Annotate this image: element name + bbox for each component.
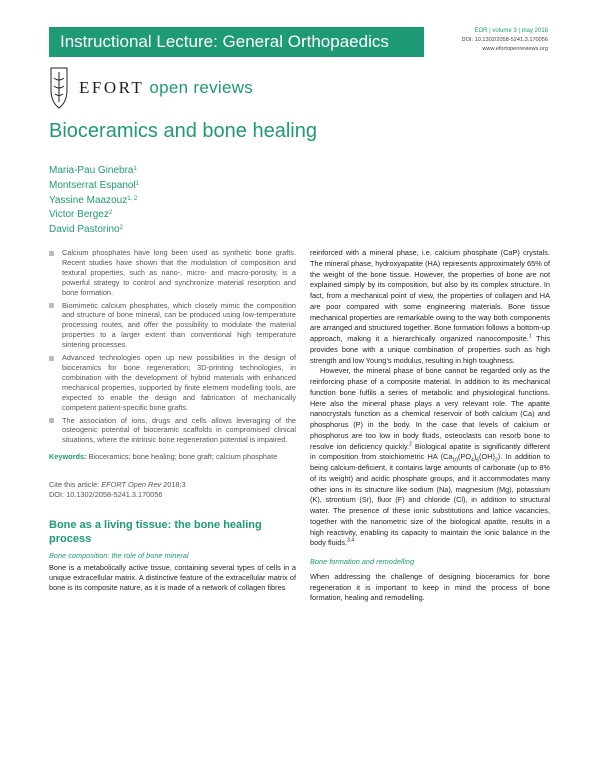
key-point: Biomimetic calcium phosphates, which closely mimic the composition and structure of bone mineral, can be produced using low-temperature processing routes, and offer the possibility to modulate the material properties to a larger extent than conventional high temperature sintering processes. (49, 301, 296, 351)
author: David Pastorino$^2$ (49, 224, 123, 236)
author: Victor Bergez$^2$ (49, 209, 113, 221)
keywords (49, 452, 296, 462)
brand-efort: EFORT (79, 78, 145, 97)
bullet-square-icon (49, 303, 54, 308)
bullet-square-icon (49, 418, 54, 423)
body-paragraph: reinforced with a mineral phase, i.e. calcium phosphate (CaP) crystals. The mineral phase, hydroxyapatite (HA) represents approximately 65% of the weight of the bone tissue. However, the properties of bone are not explained simply by its composition, but also by its complex structure. In fact, from a mechanical point of view, the properties of collagen and HA are poor compared with some engineering materials. Bone tissue mechanical properties are remarkable owing to the way both components are arranged and structured together. Bone formation follows a bottom-up approach, making it a hierarchically organized nanocomposite.$^1$ This provides bone with a unique combination of properties such as high strength and low Young’s modulus, resulting in high toughness. (310, 248, 550, 365)
efort-emblem-icon (49, 66, 69, 110)
subsection-heading: Bone formation and remodelling (310, 557, 415, 566)
doi-line: DOI: 10.1302/2058-5241.3.170056 (461, 37, 548, 43)
body-paragraph: When addressing the challenge of designing bioceramics for bone regeneration it is important to keep in mind the process of bone formation, healing and remodelling. (310, 571, 550, 603)
body-paragraph: Bone is a metabolically active tissue, containing several types of cells in a unique extracellular matrix. A distinctive feature of the extracellular matrix of bone is its composite nature, as it is made of a network of collagen fibres (49, 563, 296, 593)
body-paragraph: However, the mineral phase of bone cannot be regarded only as the reinforcing phase of a composite material. In addition to its mechanical function bone fulfils a series of metabolic and physiological functions. Here also the mineral phase plays a very relevant role. The apatite nanocrystals function as a chemical reservoir of both calcium (Ca) and phosphorus (P) in the body. In the case that levels of calcium or phosphorus are too low in body fluids, osteoclasts can resorb bone to resolve ion deficiency quickly.$^2$ Biological apatite is significantly different in composition from stoichiometric HA $(Ca_{10}(PO_4)_6(OH)_2)$. In addition to being calcium-deficient, it contains large amounts of carbonate (up to 8% of its weight) and acidic phosphate groups, and it accommodates many other ions in its structure like sodium (Na), magnesium (Mg), potassium (K), strontium (Sr), fluor (F) and chloride (Cl), in addition to structural water. The presence of these ionic substitutions and lattice vacancies, together with the nanometric size of the biological apatite, results in a high reactivity, enabling its capacity to maintain the ionic balance in the body fluids.$^{3,4}$ (310, 366, 550, 548)
section-banner: Instructional Lecture: General Orthopaedics (49, 27, 424, 57)
author: Yassine Maazouz$^{1, 2}$ (49, 194, 138, 206)
key-points-list (49, 248, 296, 445)
cite-line: Cite this article: EFORT Open Rev 2018;3 (49, 480, 186, 490)
left-column (49, 248, 296, 593)
author: Maria-Pau Ginebra$^1$ (49, 165, 137, 176)
keywords-label: Keywords: (49, 452, 87, 462)
bullet-square-icon (49, 356, 54, 361)
journal-url[interactable]: www.efortopenreviews.org (482, 46, 548, 52)
bullet-square-icon (49, 251, 54, 256)
key-point: The association of ions, drugs and cells allows leveraging of the osteogenic potential of bioceramic scaffolds in compromised clinical situations, where the intrinsic bone regeneration potential is impaired. (49, 416, 296, 446)
key-point: Calcium phosphates have long been used as synthetic bone grafts. Recent studies have shown that the modulation of composition and textural properties, such as nano-, micro- and macro-porosity, is a powerful strategy to control and synchronize material resorption and bone formation. (49, 248, 296, 298)
citation-block (49, 480, 296, 500)
brand-open-reviews: open reviews (149, 78, 254, 97)
article-title: Bioceramics and bone healing (49, 120, 317, 142)
journal-brand (79, 78, 253, 98)
keywords-text: Bioceramics; bone healing; bone graft; calcium phosphate (88, 452, 278, 462)
subsection-heading: Bone composition: the role of bone mineral (49, 550, 189, 560)
article-doi[interactable]: DOI: 10.1302/2058-5241.3.170056 (49, 490, 163, 500)
author-list (49, 164, 139, 238)
journal-meta (388, 27, 548, 54)
author: Montserrat Espanol$^1$ (49, 179, 140, 191)
right-column (310, 248, 550, 604)
section-heading: Bone as a living tissue: the bone healing process (49, 518, 262, 545)
key-point: Advanced technologies open up new possibilities in the design of bioceramics for bone regeneration; 3D-printing technologies, in combination with the development of hybrid materials with enhanced mechanical properties, supported by finite element modelling tools, are expected to enable the design and fabrication of mechanically competent patient-specific bone grafts. (49, 353, 296, 412)
journal-volume-line: EOR | volume 3 | may 2018 (474, 28, 548, 34)
